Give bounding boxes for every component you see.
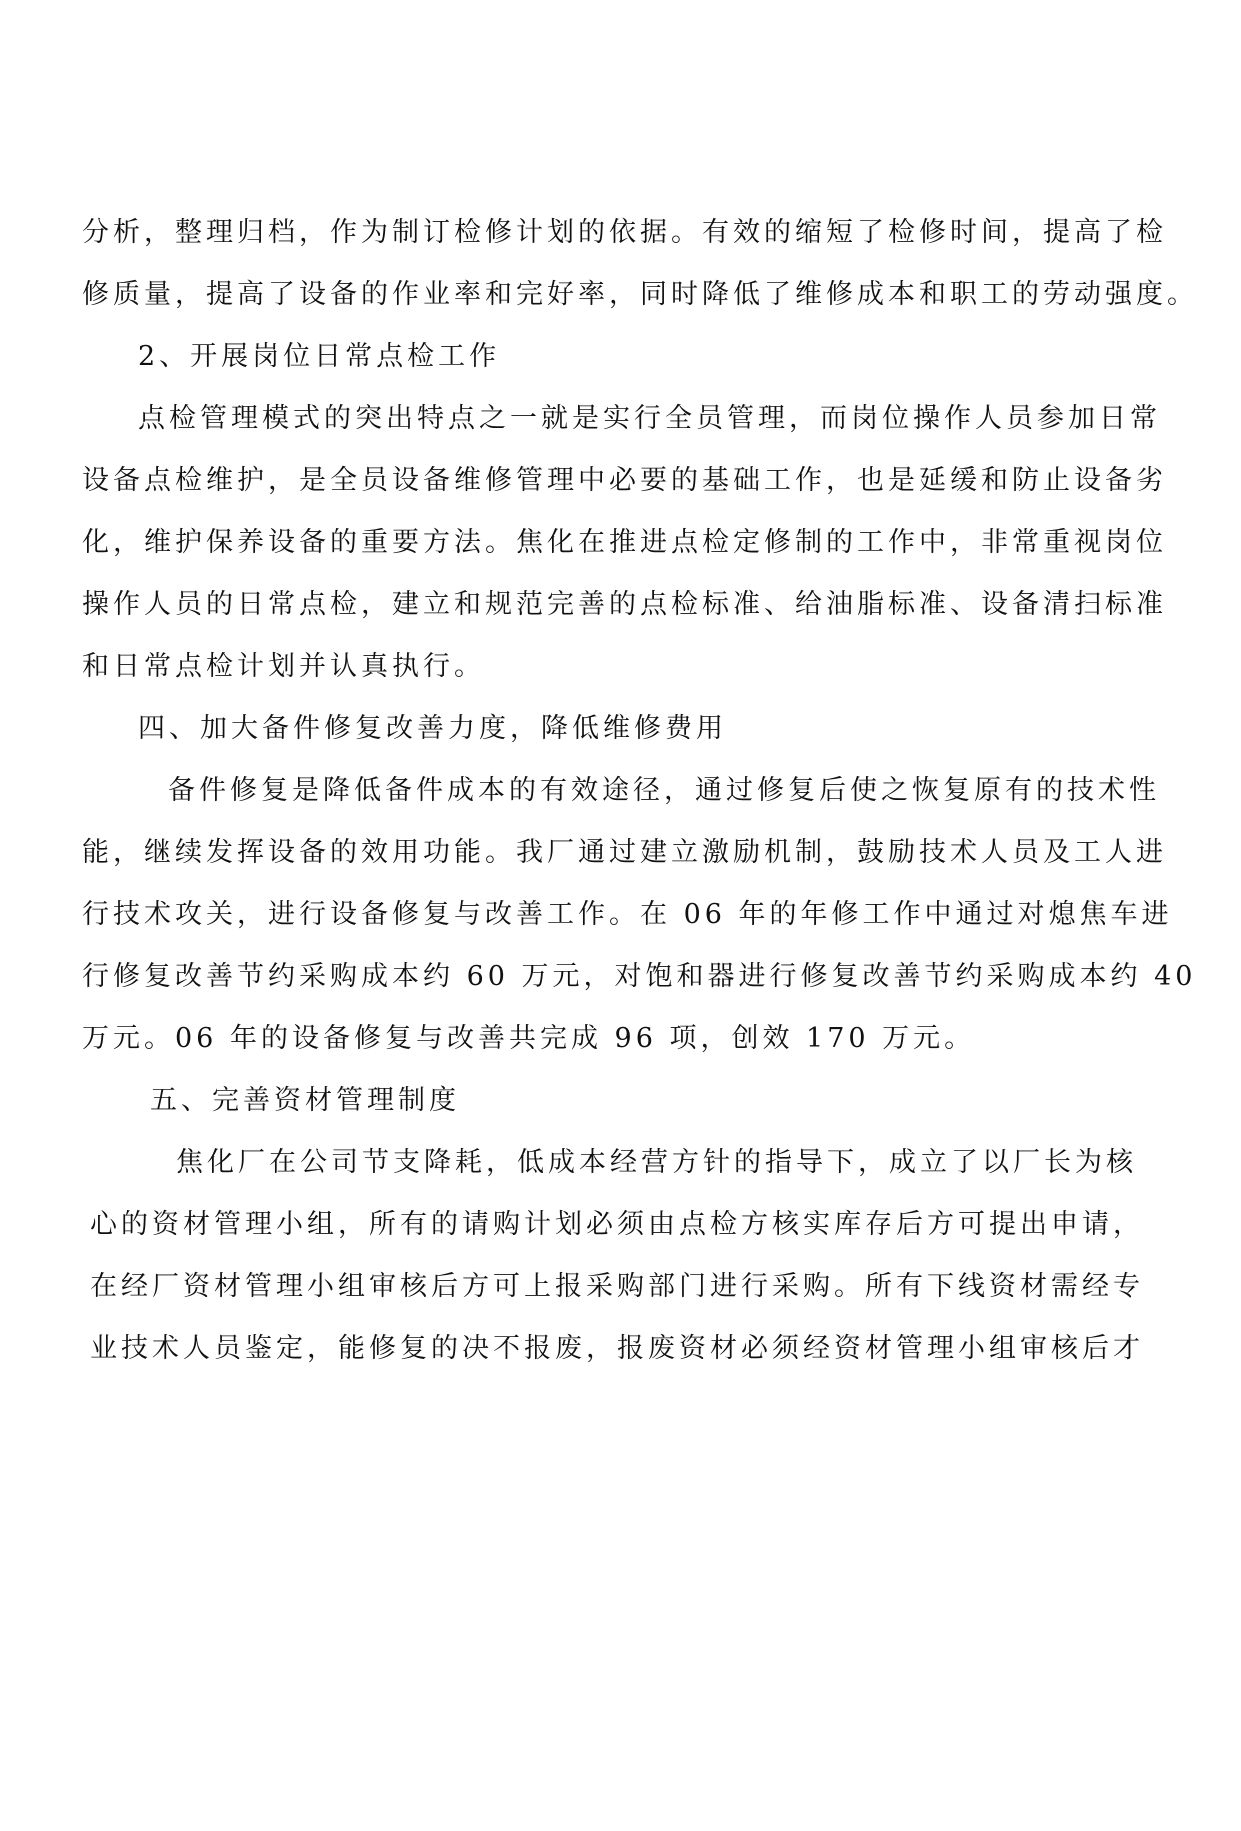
paragraph-line: 分析，整理归档，作为制订检修计划的依据。有效的缩短了检修时间，提高了检	[82, 217, 1167, 248]
paragraph-line: 行修复改善节约采购成本约 60 万元，对饱和器进行修复改善节约采购成本约 40	[82, 961, 1197, 992]
section-heading: 四、加大备件修复改善力度，降低维修费用	[138, 713, 727, 744]
paragraph-line: 在经厂资材管理小组审核后方可上报采购部门进行采购。所有下线资材需经专	[90, 1271, 1144, 1302]
section-heading: 2、开展岗位日常点检工作	[138, 341, 501, 372]
paragraph-line: 点检管理模式的突出特点之一就是实行全员管理，而岗位操作人员参加日常	[138, 403, 1161, 434]
paragraph-line: 化，维护保养设备的重要方法。焦化在推进点检定修制的工作中，非常重视岗位	[82, 527, 1167, 558]
paragraph-line: 业技术人员鉴定，能修复的决不报废，报废资材必须经资材管理小组审核后才	[90, 1333, 1144, 1364]
paragraph-line: 修质量，提高了设备的作业率和完好率，同时降低了维修成本和职工的劳动强度。	[82, 279, 1198, 310]
paragraph-line: 焦化厂在公司节支降耗，低成本经营方针的指导下，成立了以厂长为核	[176, 1147, 1137, 1178]
paragraph-line: 设备点检维护，是全员设备维修管理中必要的基础工作，也是延缓和防止设备劣	[82, 465, 1167, 496]
paragraph-line: 备件修复是降低备件成本的有效途径，通过修复后使之恢复原有的技术性	[168, 775, 1160, 806]
paragraph-line: 万元。06 年的设备修复与改善共完成 96 项，创效 170 万元。	[82, 1023, 976, 1054]
paragraph-line: 能，继续发挥设备的效用功能。我厂通过建立激励机制，鼓励技术人员及工人进	[82, 837, 1167, 868]
paragraph-line: 行技术攻关，进行设备修复与改善工作。在 06 年的年修工作中通过对熄焦车进	[82, 899, 1173, 930]
paragraph-line: 心的资材管理小组，所有的请购计划必须由点检方核实库存后方可提出申请，	[90, 1209, 1144, 1240]
paragraph-line: 和日常点检计划并认真执行。	[82, 651, 485, 682]
section-heading: 五、完善资材管理制度	[150, 1085, 460, 1116]
paragraph-line: 操作人员的日常点检，建立和规范完善的点检标准、给油脂标准、设备清扫标准	[82, 589, 1167, 620]
